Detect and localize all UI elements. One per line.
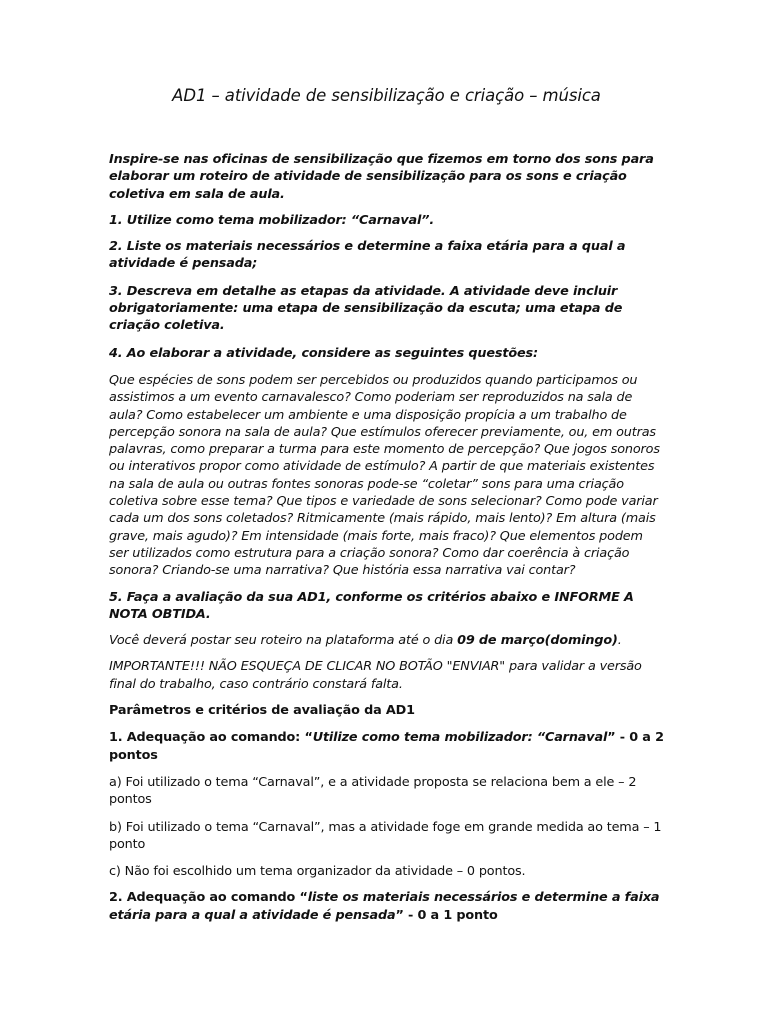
criterion-1-option-c: c) Não foi escolhido um tema organizador da atividade – 0 pontos. [109,864,526,880]
deadline-date: 09 de março(domingo) [457,633,618,649]
document-page [109,86,664,924]
important-notice: IMPORTANTE!!! NÃO ESQUEÇA DE CLICAR NO BOTÃO "ENVIAR" para validar a versão final do trabalho, caso contrário constará falta. [109,659,642,692]
instruction-1: 1. Utilize como tema mobilizador: “Carnaval”. [109,212,435,228]
instruction-2: 2. Liste os materiais necessários e determine a faixa etária para a qual a atividade é pensada; [109,239,626,272]
deadline-prefix: Você deverá postar seu roteiro na plataforma até o dia [109,633,458,649]
deadline-paragraph [109,632,664,649]
deadline-suffix: . [617,633,622,649]
criterion-2-prefix: 2. Adequação ao comando “ [109,890,308,906]
criteria-heading: Parâmetros e critérios de avaliação da AD1 [109,703,415,719]
criterion-1-option-b: b) Foi utilizado o tema “Carnaval”, mas a atividade foge em grande medida ao tema – 1 ponto [109,819,662,852]
document-title: AD1 – atividade de sensibilização e criação – música [172,86,601,105]
criterion-1-option-a: a) Foi utilizado o tema “Carnaval”, e a atividade proposta se relaciona bem a ele – 2 pontos [109,774,637,808]
instruction-4: 4. Ao elaborar a atividade, considere as seguintes questões: [109,345,538,361]
criterion-1-prefix: 1. Adequação ao comando: “ [109,730,313,746]
instruction-3: 3. Descreva em detalhe as etapas da atividade. A atividade deve incluir obrigatoriamente: uma etapa de sensibilização da escuta; uma etapa de criação coletiva. [109,283,623,334]
instruction-5: 5. Faça a avaliação da sua AD1, conforme os critérios abaixo e INFORME A NOTA OBTIDA. [109,589,634,622]
criterion-2-suffix: ” - 0 a 1 ponto [395,907,498,923]
guiding-questions: Que espécies de sons podem ser percebidos ou produzidos quando participamos ou assistimos a um evento carnavalesco? Como poderiam ser reproduzidos na sala de aula? Como estabelecer um ambiente e uma disposição propícia a um trabalho de percepção sonora na sala de aula? Que estímulos oferecer previamente, ou, em outras palavras, como preparar a turma para este momento de percepção? Que jogos sonoros ou interativos propor como atividade de estímulo? A partir de que materiais existentes na sala de aula ou outras fontes sonoras pode-se “coletar” sons para uma criação coletiva sobre esse tema? Que tipos e variedade de sons selecionar? Como pode variar cada um dos sons coletados? Ritmicamente (mais rápido, mais lento)? Em altura (mais grave, mais agudo)? Em intensidade (mais forte, mais fraco)? Que elementos podem ser utilizados como estrutura para a criação sonora? Como dar coerência à criação sonora? Criando-se uma narrativa? Que história essa narrativa vai contar? [109,372,660,579]
intro-paragraph: Inspire-se nas oficinas de sensibilização que fizemos em torno dos sons para elaborar um roteiro de atividade de sensibilização para os sons e criação coletiva em sala de aula. [109,152,654,202]
criterion-1-heading [109,729,664,764]
criterion-2-command: liste os materiais necessários e determine a faixa etária para a qual a atividade é pensada [109,890,660,923]
criterion-1-command: Utilize como tema mobilizador: “Carnaval [312,730,608,746]
criterion-1-suffix: ” - 0 a 2 pontos [109,730,664,763]
criterion-2-heading [109,889,664,924]
